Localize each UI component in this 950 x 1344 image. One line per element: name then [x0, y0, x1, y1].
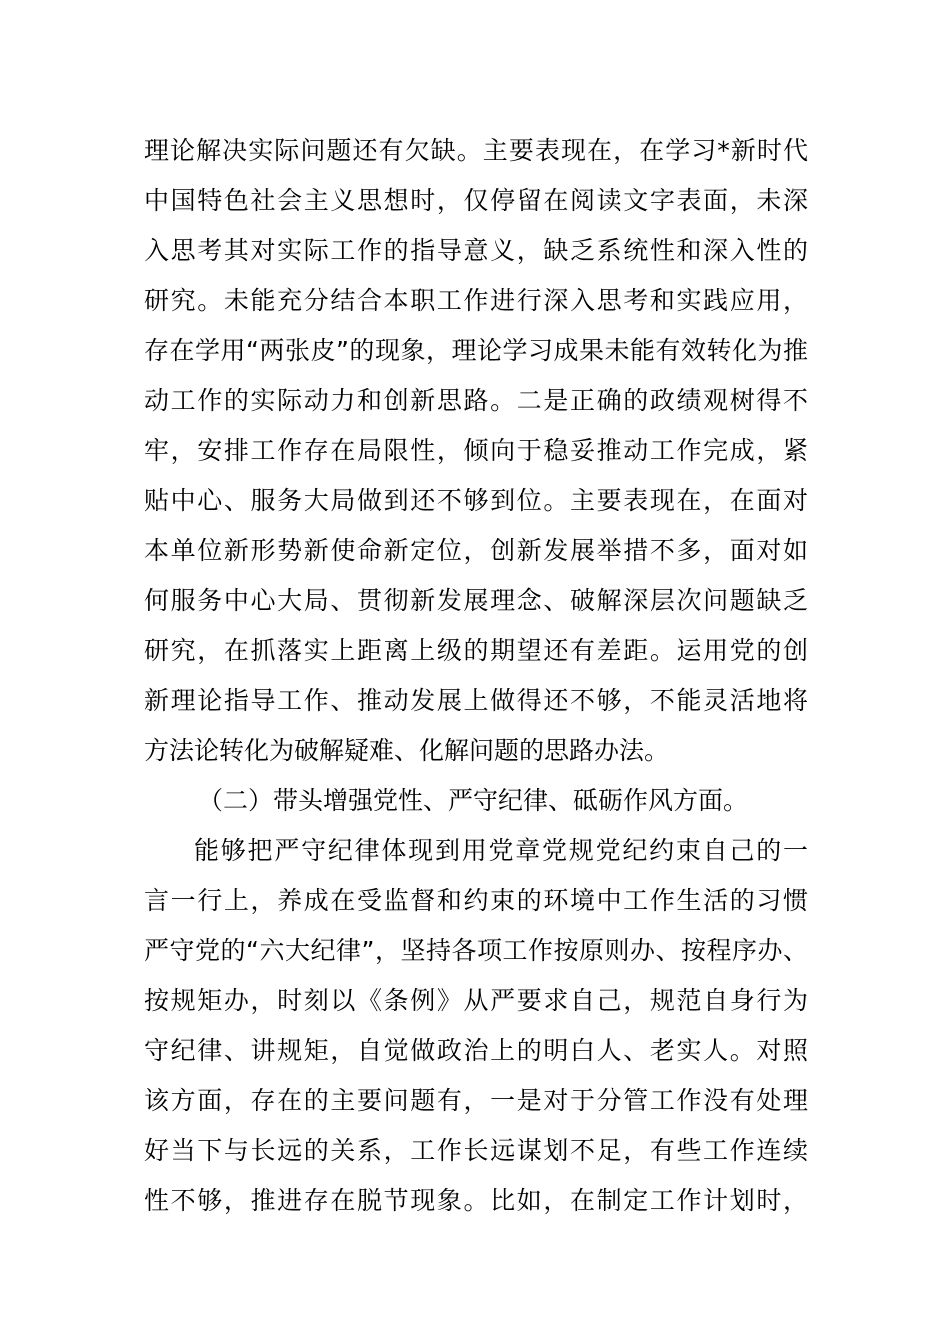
text-line: 性不够，推进存在脱节现象。比如，在制定工作计划时， — [144, 1186, 808, 1215]
text-line: 研究，在抓落实上距离上级的期望还有差距。运用党的创 — [144, 636, 808, 665]
document-body — [144, 126, 808, 1226]
text-line: 贴中心、服务大局做到还不够到位。主要表现在，在面对 — [144, 486, 808, 515]
text-line: 好当下与长远的关系，工作长远谋划不足，有些工作连续 — [144, 1136, 808, 1165]
text-line: 按规矩办，时刻以《条例》从严要求自己，规范自身行为 — [144, 986, 808, 1015]
text-line: 新理论指导工作、推动发展上做得还不够，不能灵活地将 — [144, 686, 808, 715]
section-heading: （二）带头增强党性、严守纪律、砥砺作风方面。 — [198, 786, 749, 815]
text-line: 存在学用“两张皮”的现象，理论学习成果未能有效转化为推 — [144, 336, 808, 365]
text-line: 动工作的实际动力和创新思路。二是正确的政绩观树得不 — [144, 386, 808, 415]
text-line: 中国特色社会主义思想时，仅停留在阅读文字表面，未深 — [144, 186, 808, 215]
text-line: 方法论转化为破解疑难、化解问题的思路办法。 — [144, 736, 670, 765]
text-line: 言一行上，养成在受监督和约束的环境中工作生活的习惯 — [144, 886, 808, 915]
text-line: 严守党的“六大纪律”，坚持各项工作按原则办、按程序办、 — [144, 936, 808, 965]
text-line: 牢，安排工作存在局限性，倾向于稳妥推动工作完成，紧 — [144, 436, 808, 465]
text-line: 入思考其对实际工作的指导意义，缺乏系统性和深入性的 — [144, 236, 808, 265]
text-line: 研究。未能充分结合本职工作进行深入思考和实践应用， — [144, 286, 808, 315]
text-line: 本单位新形势新使命新定位，创新发展举措不多，面对如 — [144, 536, 808, 565]
text-line: 守纪律、讲规矩，自觉做政治上的明白人、老实人。对照 — [144, 1036, 808, 1065]
text-line: 能够把严守纪律体现到用党章党规党纪约束自己的一 — [194, 836, 808, 865]
text-line: 该方面，存在的主要问题有，一是对于分管工作没有处理 — [144, 1086, 808, 1115]
text-line: 何服务中心大局、贯彻新发展理念、破解深层次问题缺乏 — [144, 586, 808, 615]
text-line: 理论解决实际问题还有欠缺。主要表现在，在学习*新时代 — [144, 136, 808, 165]
